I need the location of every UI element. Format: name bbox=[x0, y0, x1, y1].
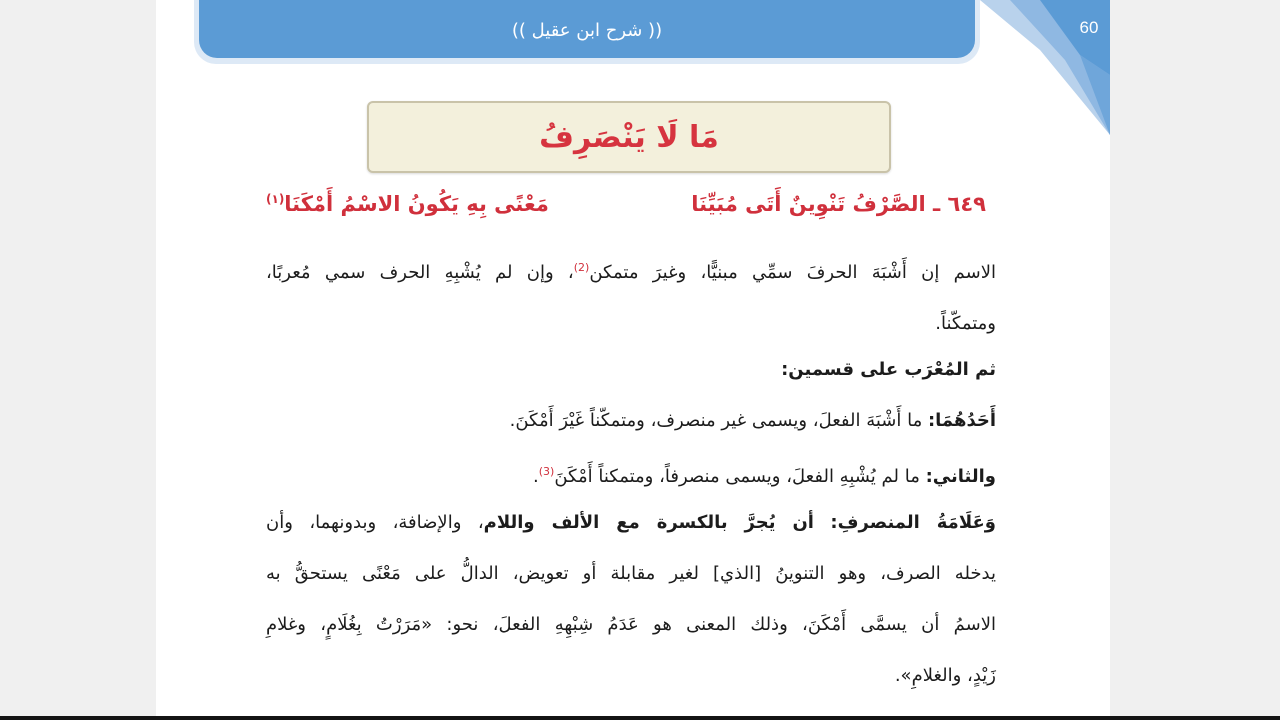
paragraph-5-line-4: زَيْدٍ، والغلامِ». bbox=[894, 665, 996, 686]
paragraph-3-label: أَحَدُهُمَا: bbox=[927, 410, 996, 431]
verse-second-hemistich: مَعْنًى بِهِ يَكُونُ الاسْمُ أَمْكَنَا bbox=[284, 192, 549, 216]
paragraph-1-line-1 bbox=[266, 242, 996, 298]
paragraph-4-text: ما لم يُشْبِهِ الفعلَ، ويسمى منصرفاً، ومتمكناً أَمْكَنَ bbox=[554, 466, 920, 487]
paragraph-5-label: وَعَلَامَةُ المنصرفِ: bbox=[830, 512, 996, 533]
paragraph-2-text: ثم المُعْرَب على قسمين: bbox=[781, 359, 996, 380]
text-segment: ، وإن لم يُشْبِهِ الحرف سمي مُعربًا، bbox=[266, 262, 574, 283]
chapter-title: مَا لَا يَنْصَرِفُ bbox=[539, 119, 719, 155]
paragraph-4-label: والثاني: bbox=[925, 466, 996, 487]
paragraph-5-line-2: يدخله الصرف، وهو التنوينُ [الذي] لغير مقابلة أو تعويض، الدالُّ على مَعْنًى يستحقُّ به bbox=[266, 563, 996, 584]
paragraph-5-line-1 bbox=[266, 497, 996, 548]
verse-first-hemistich: ٦٤٩ ـ الصَّرْفُ تَنْوِينٌ أَتَى مُبَيِّنَا bbox=[691, 192, 986, 216]
paragraph-2 bbox=[266, 344, 996, 395]
paragraph-1-line-2: ومتمكّناً. bbox=[935, 313, 996, 334]
header-banner-inner bbox=[199, 0, 975, 58]
verse-second-hemistich-wrap bbox=[266, 192, 549, 216]
book-title: (( شرح ابن عقيل )) bbox=[511, 19, 663, 41]
poem-verse bbox=[266, 192, 986, 216]
paragraph-5-line-3: الاسمُ أن يسمَّى أَمْكَنَ، وذلك المعنى هو عَدَمُ شِبْهِهِ الفعلَ، نحو: «مَرَرْتُ بِغُلَامٍ، وغلامِ bbox=[266, 614, 996, 635]
text-segment: الاسم إن أَشْبَهَ الحرفَ سمِّي مبنيًّا، وغيرَ متمكن bbox=[589, 262, 996, 283]
paragraph-5 bbox=[266, 497, 996, 701]
footnote-marker: (3) bbox=[538, 465, 555, 478]
footnote-marker: (2) bbox=[573, 261, 590, 274]
verse-footnote-marker: (١) bbox=[266, 192, 285, 206]
paragraph-5-line-1-rest: ، والإضافة، وبدونهما، وأن bbox=[266, 512, 484, 533]
paragraph-4-end: . bbox=[533, 466, 539, 487]
paragraph-4 bbox=[266, 446, 996, 502]
paragraph-5-bold-text: أن يُجرَّ بالكسرة مع الألف واللام bbox=[483, 512, 814, 533]
chapter-title-box bbox=[367, 101, 891, 173]
document-page bbox=[156, 0, 1110, 716]
bottom-bar bbox=[0, 716, 1280, 720]
paragraph-3-text: ما أَشْبَهَ الفعلَ، ويسمى غير منصرف، ومتمكّناً غَيْرَ أَمْكَنَ. bbox=[509, 410, 923, 431]
page-number: 60 bbox=[1079, 18, 1099, 37]
header-banner bbox=[194, 0, 980, 64]
paragraph-3 bbox=[266, 395, 996, 446]
paragraph-1 bbox=[266, 242, 996, 349]
